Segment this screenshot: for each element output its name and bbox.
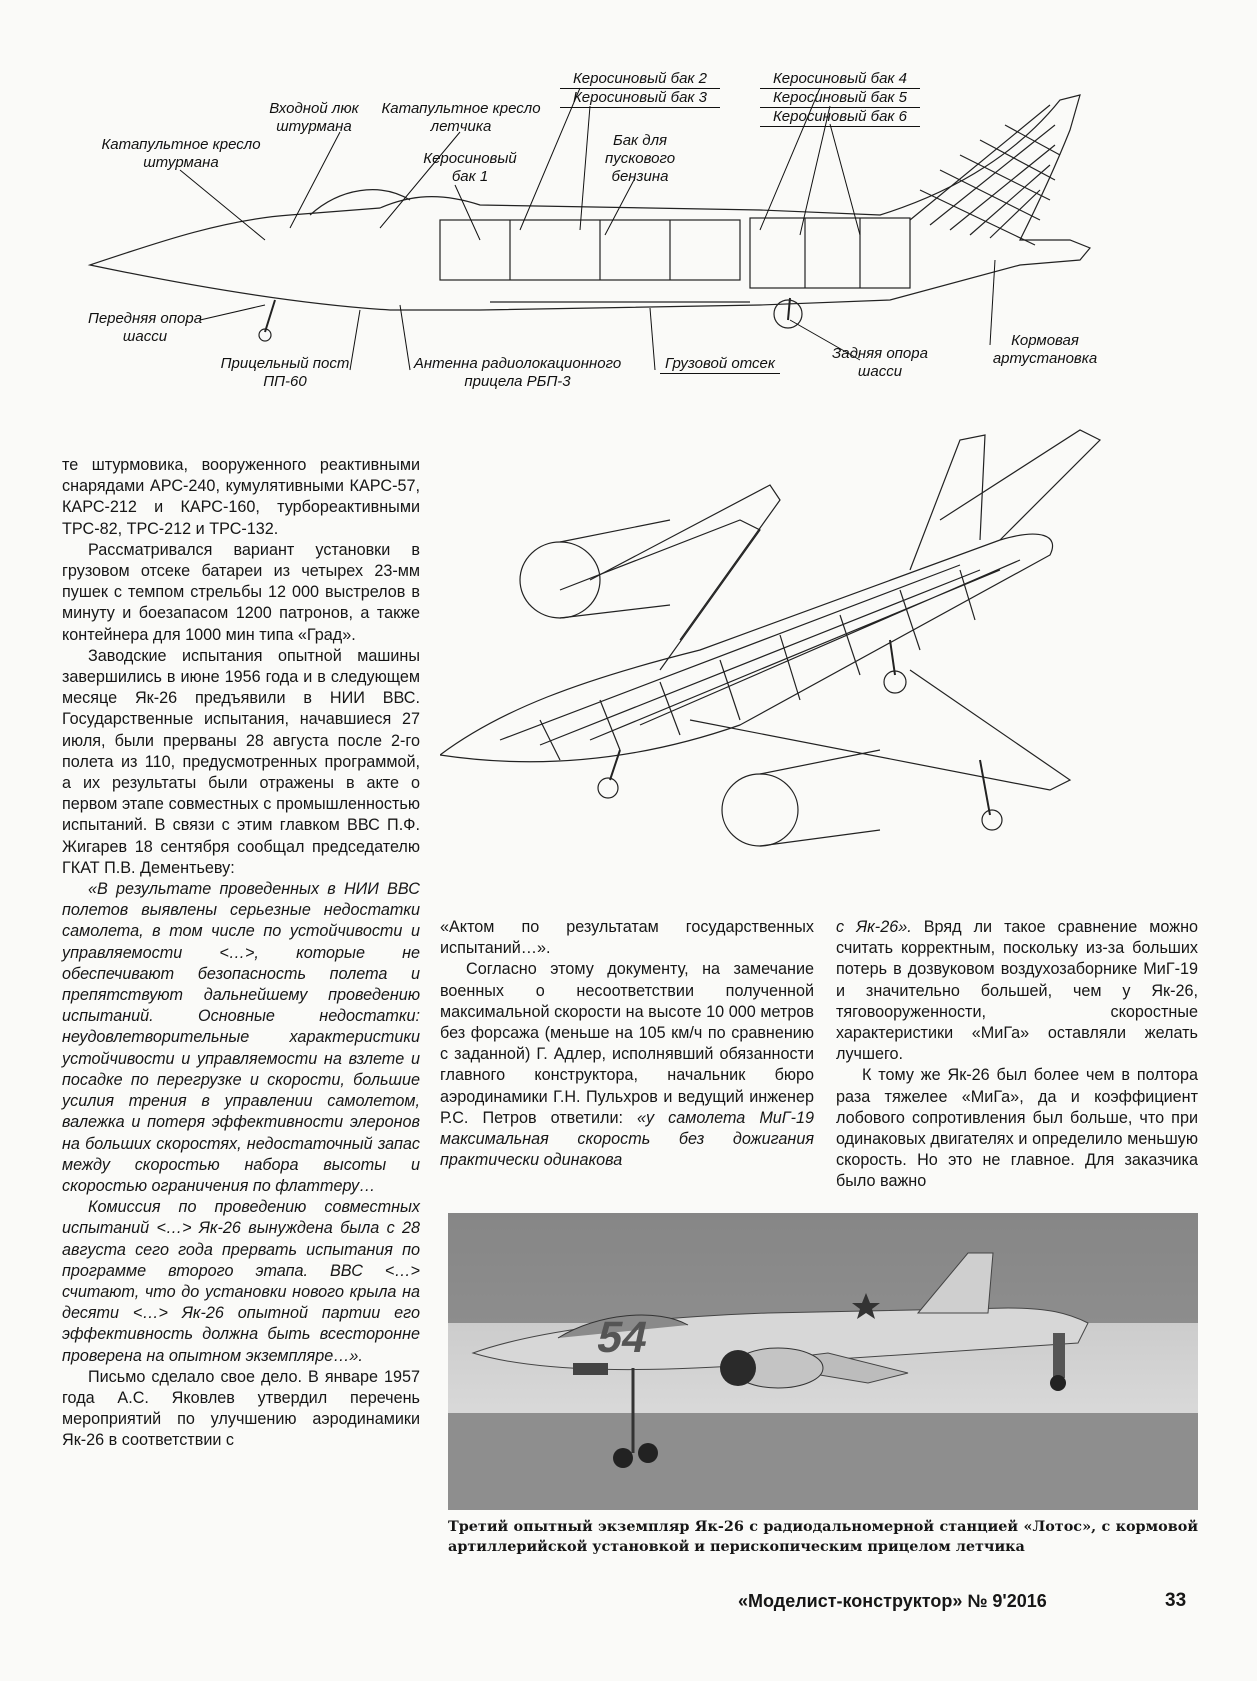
label-tank-6: Керосиновый бак 6 <box>760 108 920 127</box>
aircraft-photo <box>448 1213 1198 1510</box>
aircraft-cutaway-illustration <box>440 420 1230 900</box>
paragraph: те штурмовика, вооруженного реактивными снарядами АРС-240, кумулятивными КАРС-57, КАРС-212 и КАРС-160, турбореактивными ТРС-82, ТРС-212 и ТРС-132. <box>62 456 420 538</box>
paragraph <box>440 959 814 1171</box>
article-column-middle <box>440 917 814 1171</box>
label-radar-antenna: Антенна радиолокационного прицела РБП-3 <box>413 355 622 390</box>
label-rear-gear: Задняя опора шасси <box>832 345 928 380</box>
quote-paragraph: Комиссия по проведению совместных испытаний <…> Як-26 вынуждена была с 28 августа сего года прервать испытания по программе второго этапа. ВВС <…> считают, что до установки нового крыла на десяти <…> Як-26 опытной партии его эффективность должна быть всесторонне проверена на опытном экземпляре…». <box>62 1198 420 1365</box>
paragraph: «Актом по результатам государственных испытаний…». <box>440 918 814 958</box>
label-starter-fuel-tank: Бак для пускового бензина <box>604 132 676 185</box>
article-column-right <box>836 917 1198 1193</box>
paragraph-text: Согласно этому документу, на замечание военных о несоответствии полученной максимальной скорости на высоте 10 000 метров без форсажа (меньше на 105 км/ч по сравнению с заданной) Г. Адлер, исполнявший обязанности главного конструктора, начальник бюро аэродинамики Г.Н. Пульхров и ведущий инженер Р.С. Петров ответили: <box>440 960 814 1127</box>
paragraph: Рассматривался вариант установки в грузовом отсеке батареи из четырех 23-мм пушек с темпом стрельбы 12 000 выстрелов в минуту и боезапасом 1200 патронов, а также контейнера для 1000 мин типа «Град». <box>62 540 420 644</box>
label-tank-3: Керосиновый бак 3 <box>560 89 720 108</box>
paragraph-text: Вряд ли такое сравнение можно считать корректным, поскольку из-за больших потерь в дозвуковом воздухозаборнике МиГ-19 и значительно большей, чем у Як-26, тяговооруженности, скоростные характеристики «МиГа» оставляли желать лучшего. <box>836 918 1199 1064</box>
label-front-gear: Передняя опора шасси <box>87 310 203 345</box>
label-tank-4: Керосиновый бак 4 <box>760 70 920 89</box>
photo-drawing <box>448 1213 1198 1510</box>
label-cargo-bay: Грузовой отсек <box>660 355 780 374</box>
label-seat-pilot: Катапультное кресло летчика <box>381 100 541 135</box>
label-tank-5: Керосиновый бак 5 <box>760 89 920 108</box>
paragraph: Заводские испытания опытной машины завершились в июне 1956 года и в следующем месяце Як-26 предъявили в НИИ ВВС. Государственные испытания, начавшиеся 27 июля, были прерваны 28 августа после 2-го полета из 110, предусмотренных программой, а их результаты были отражены в акте о первом этапе совместных с промышленностью испытаний. В связи с этим главком ВВС П.Ф. Жигарев 18 сентября сообщал председателю ГКАТ П.В. Дементьеву: <box>62 646 420 877</box>
magazine-footer: «Моделист-конструктор» № 9'2016 <box>738 1591 1047 1611</box>
paragraph <box>836 917 1198 1065</box>
label-sight-post: Прицельный пост ПП-60 <box>220 355 350 390</box>
label-tank-1: Керосиновый бак 1 <box>423 150 517 185</box>
paragraph: Письмо сделало свое дело. В январе 1957 года А.С. Яковлев утвердил перечень мероприятий по улучшению аэродинамики Як-26 в соответствии с <box>62 1367 420 1450</box>
quote-text: «у самолета МиГ-19 максимальная скорость без дожигания практически одинакова <box>440 1108 815 1170</box>
tail-number: 54 <box>592 1313 653 1362</box>
photo-caption: Третий опытный экземпляр Як-26 с радиодальномерной станцией «Лотос», с кормовой артиллерийской установкой и перископическим прицелом летчика <box>448 1518 1198 1555</box>
label-seat-navigator: Катапультное кресло штурмана <box>101 136 261 171</box>
quote-paragraph: «В результате проведенных в НИИ ВВС полетов выявлены серьезные недостатки самолета, в том числе по устойчивости и управляемости <…>, которые не обеспечивают безопасность полета и препятствуют дальнейшему проведению испытаний. Основные недостатки: неудовлетворительные характеристики устойчивости и управляемости на взлете и посадке по перегрузке и скорости, большие усилия трения в управлении самолетом, валежка и потеря эффективности элеронов на больших скоростях, недостаточный запас между скоростью набора высоты и скоростью ограничения по флаттеру… <box>62 880 420 1195</box>
label-tank-2: Керосиновый бак 2 <box>560 70 720 89</box>
cutaway-drawing <box>440 420 1230 900</box>
aircraft-schematic <box>60 70 1240 425</box>
label-tail-turret: Кормовая артустановка <box>992 332 1098 367</box>
page-number: 33 <box>1165 1590 1187 1611</box>
label-hatch-navigator: Входной люк штурмана <box>269 100 359 135</box>
paragraph: К тому же Як-26 был более чем в полтора раза тяжелее «МиГа», да и коэффициент лобового сопротивления был больше, что при одинаковых двигателях и определило меньшую скорость. Но это не главное. Для заказчика было важно <box>836 1066 1198 1191</box>
article-column-left <box>62 455 420 1452</box>
quote-text: с Як-26». <box>836 918 912 936</box>
